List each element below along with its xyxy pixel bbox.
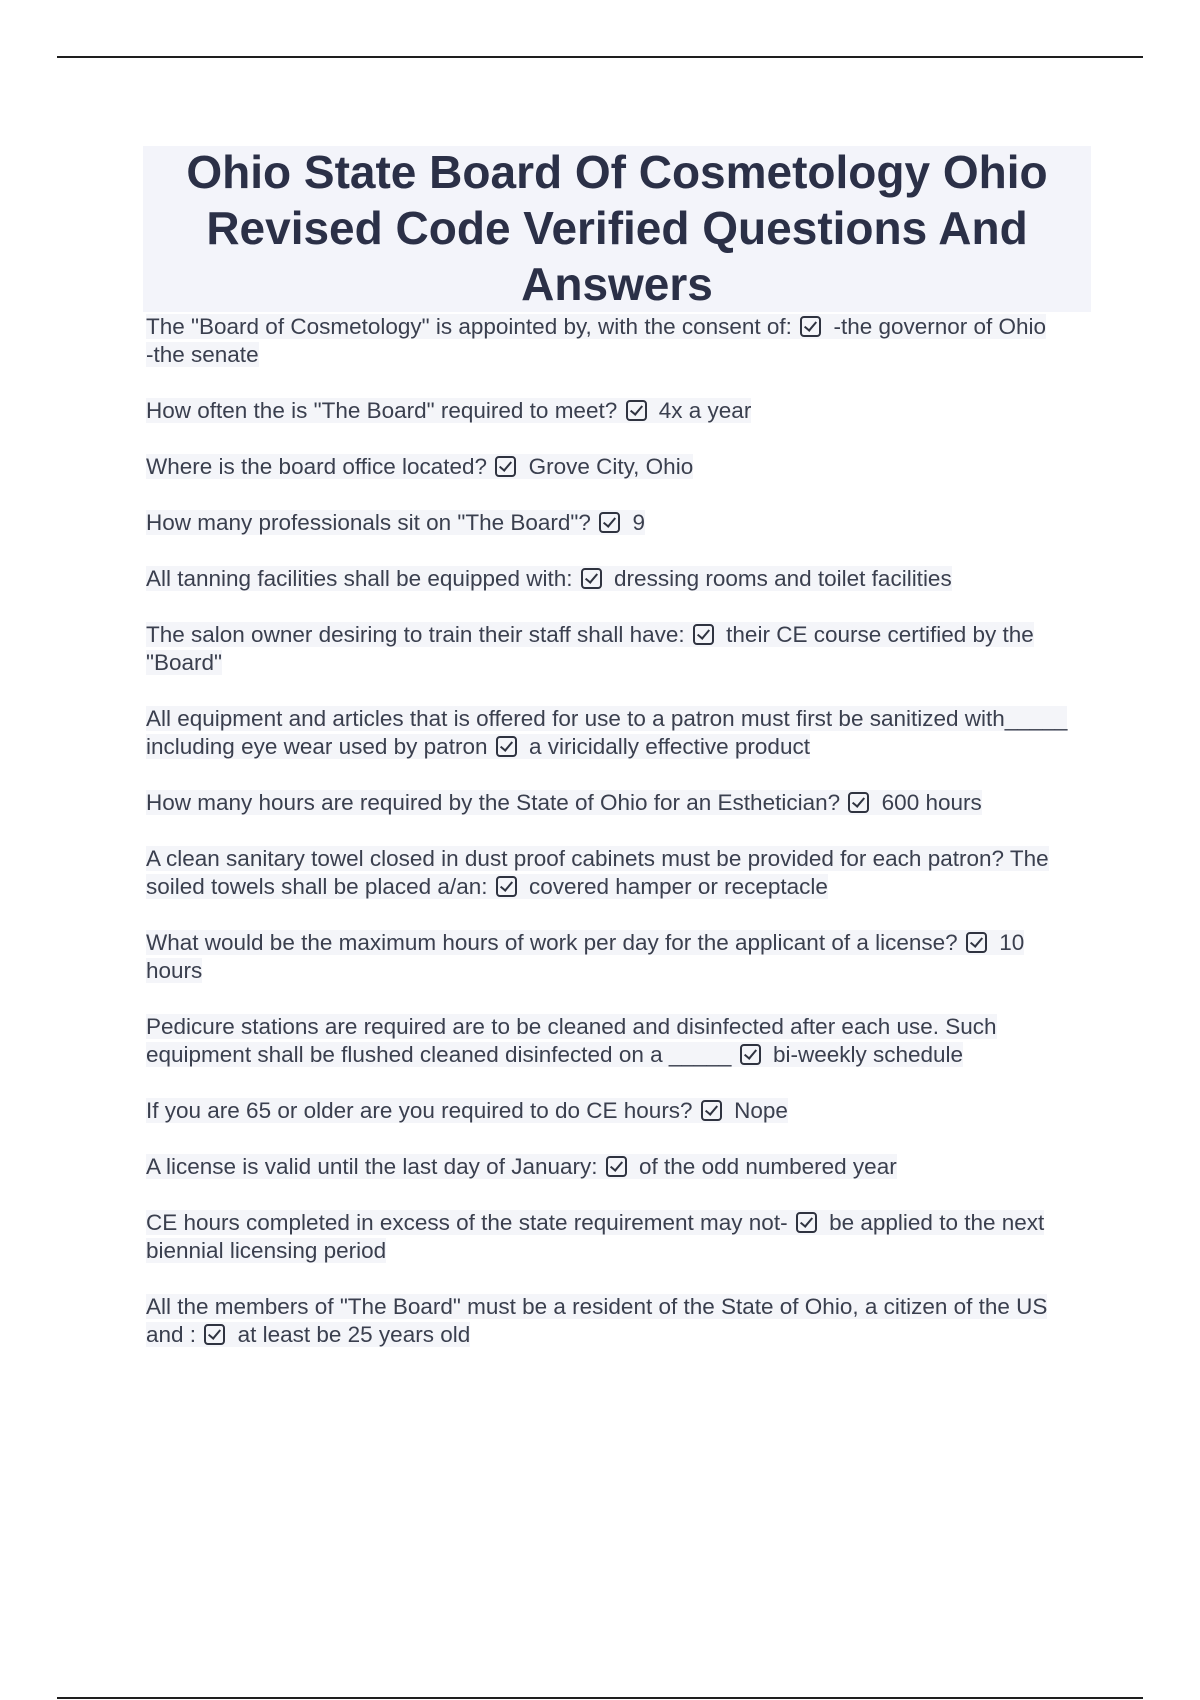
question-text: A clean sanitary towel closed in dust proof cabinets must be provided for each patron? The soiled towels shall be placed a/an: <box>146 846 1049 899</box>
question-text: All equipment and articles that is offered for use to a patron must first be sanitized with_____ including eye wear used by patron <box>146 706 1068 759</box>
answer-text: of the odd numbered year <box>639 1154 897 1179</box>
bottom-rule <box>57 1697 1143 1699</box>
qa-item <box>146 1013 1076 1069</box>
check-square-icon <box>693 624 714 645</box>
qa-item <box>146 565 1076 593</box>
qa-item <box>146 1293 1076 1349</box>
question-text: Pedicure stations are required are to be cleaned and disinfected after each use. Such equipment shall be flushed cleaned disinfected on a _____ <box>146 1014 997 1067</box>
qa-item <box>146 1153 1076 1181</box>
qa-item <box>146 789 1076 817</box>
qa-item <box>146 705 1076 761</box>
check-square-icon <box>581 568 602 589</box>
question-text: The "Board of Cosmetology" is appointed by, with the consent of: <box>146 314 792 339</box>
answer-text: a viricidally effective product <box>529 734 810 759</box>
check-square-icon <box>800 316 821 337</box>
question-text: All tanning facilities shall be equipped with: <box>146 566 573 591</box>
check-square-icon <box>848 792 869 813</box>
question-text: The salon owner desiring to train their staff shall have: <box>146 622 685 647</box>
qa-item <box>146 621 1076 677</box>
answer-text: Nope <box>734 1098 788 1123</box>
top-rule <box>57 56 1143 58</box>
question-text: What would be the maximum hours of work per day for the applicant of a license? <box>146 930 958 955</box>
check-square-icon <box>204 1324 225 1345</box>
check-square-icon <box>966 932 987 953</box>
answer-text: Grove City, Ohio <box>528 454 694 479</box>
qa-item <box>146 313 1076 369</box>
question-text: How many hours are required by the State of Ohio for an Esthetician? <box>146 790 841 815</box>
qa-list <box>146 313 1076 1377</box>
answer-text: be applied to the next biennial licensing period <box>146 1210 1045 1263</box>
check-square-icon <box>599 512 620 533</box>
answer-text: 600 hours <box>881 790 982 815</box>
document-title: Ohio State Board Of Cosmetology Ohio Revised Code Verified Questions And Answers <box>186 146 1048 310</box>
check-square-icon <box>796 1212 817 1233</box>
answer-text: covered hamper or receptacle <box>529 874 828 899</box>
qa-item <box>146 397 1076 425</box>
answer-text: 9 <box>632 510 645 535</box>
qa-item <box>146 1209 1076 1265</box>
answer-text: dressing rooms and toilet facilities <box>614 566 952 591</box>
check-square-icon <box>701 1100 722 1121</box>
question-text: All the members of "The Board" must be a resident of the State of Ohio, a citizen of the US and : <box>146 1294 1048 1347</box>
question-text: How often the is "The Board" required to meet? <box>146 398 618 423</box>
answer-text: -the governor of Ohio -the senate <box>146 314 1047 367</box>
qa-item <box>146 845 1076 901</box>
question-text: If you are 65 or older are you required to do CE hours? <box>146 1098 693 1123</box>
question-text: A license is valid until the last day of January: <box>146 1154 598 1179</box>
qa-item <box>146 509 1076 537</box>
answer-text: 10 hours <box>146 930 1025 983</box>
answer-text: 4x a year <box>658 398 752 423</box>
qa-item <box>146 929 1076 985</box>
check-square-icon <box>496 736 517 757</box>
check-square-icon <box>496 876 517 897</box>
qa-item <box>146 453 1076 481</box>
answer-text: at least be 25 years old <box>237 1322 471 1347</box>
answer-text: bi-weekly schedule <box>772 1042 964 1067</box>
question-text: Where is the board office located? <box>146 454 488 479</box>
check-square-icon <box>606 1156 627 1177</box>
check-square-icon <box>495 456 516 477</box>
check-square-icon <box>626 400 647 421</box>
answer-text: their CE course certified by the "Board" <box>146 622 1034 675</box>
qa-item <box>146 1097 1076 1125</box>
check-square-icon <box>740 1044 761 1065</box>
question-text: CE hours completed in excess of the state requirement may not- <box>146 1210 788 1235</box>
question-text: How many professionals sit on "The Board"? <box>146 510 591 535</box>
